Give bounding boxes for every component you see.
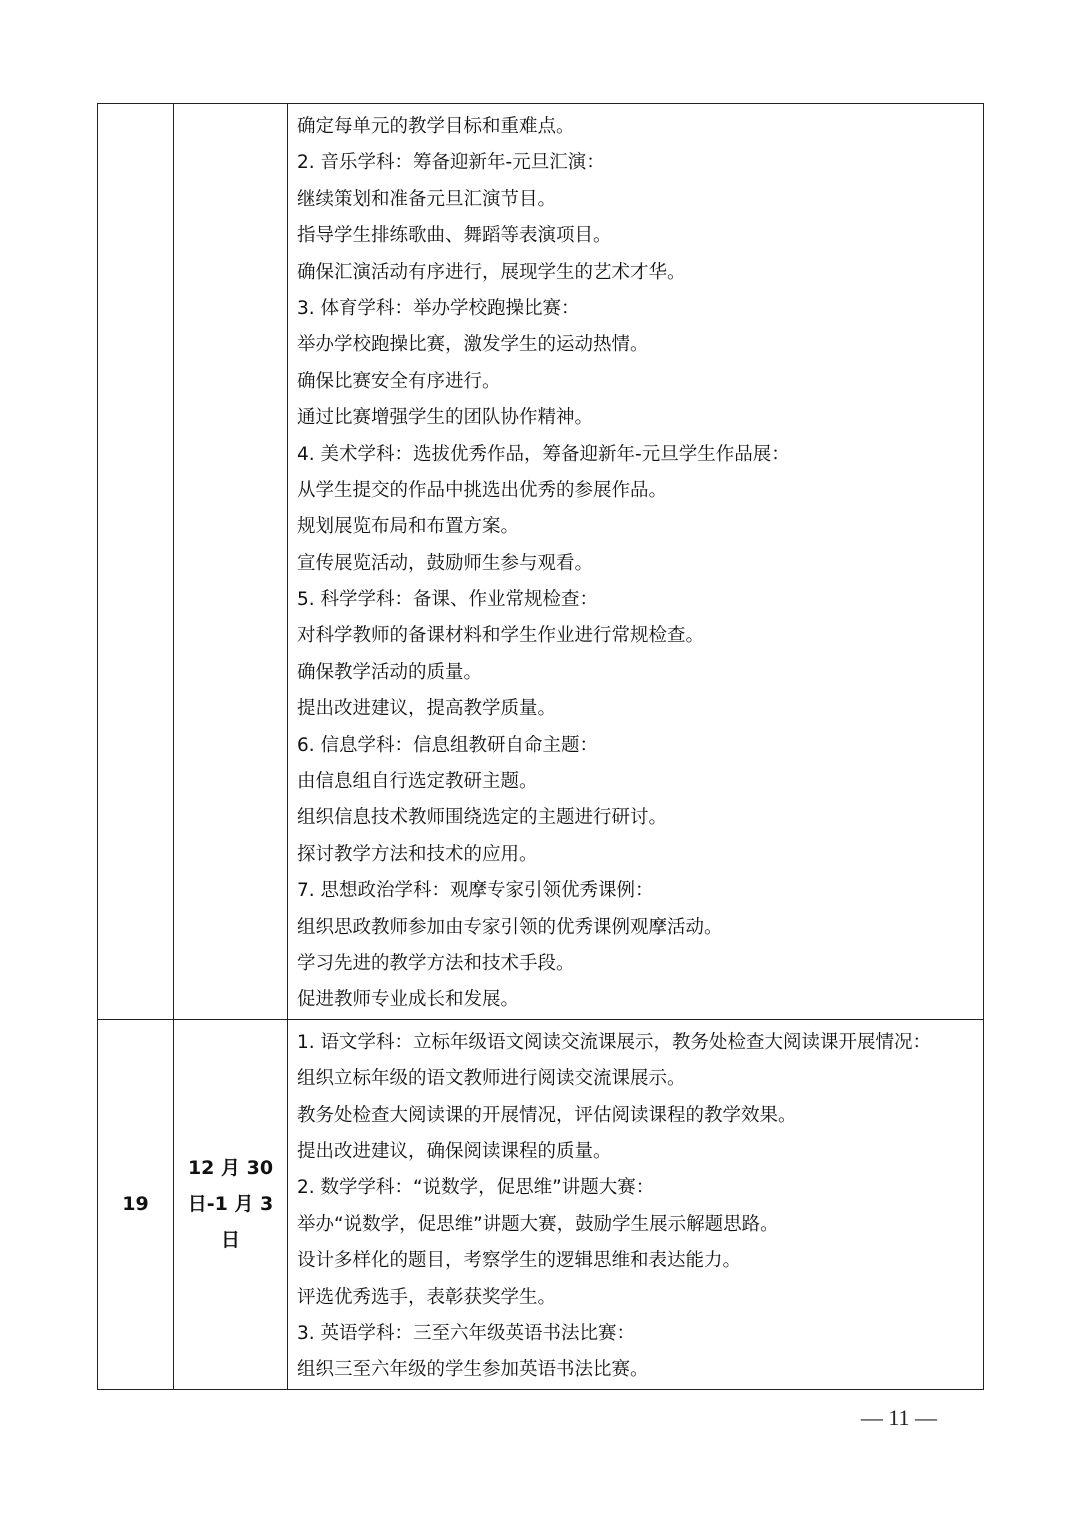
- content-line: 提出改进建议，提高教学质量。: [297, 698, 557, 720]
- content-line: 组织三至六年级的学生参加英语书法比赛。: [297, 1359, 649, 1381]
- content-line: 4. 美术学科：选拔优秀作品，筹备迎新年-元旦学生作品展：: [297, 443, 790, 465]
- content-line: 教务处检查大阅读课的开展情况，评估阅读课程的教学效果。: [297, 1104, 797, 1126]
- content-line: 通过比赛增强学生的团队协作精神。: [297, 407, 594, 429]
- content-line: 由信息组自行选定教研主题。: [297, 771, 538, 793]
- content-line: 促进教师专业成长和发展。: [297, 989, 520, 1011]
- content-line: 举办学校跑操比赛，激发学生的运动热情。: [297, 334, 649, 356]
- content-line: 确定每单元的教学目标和重难点。: [297, 116, 575, 137]
- schedule-table: [97, 103, 984, 1390]
- date-line: 12 月 30: [187, 1157, 274, 1180]
- content-line: 1. 语文学科：立标年级语文阅读交流课展示，教务处检查大阅读课开展情况：: [297, 1031, 932, 1053]
- table-row: [98, 104, 984, 1020]
- content-line: 确保教学活动的质量。: [297, 661, 483, 683]
- table-row: [98, 1019, 984, 1389]
- content-line: 探讨教学方法和技术的应用。: [297, 843, 538, 865]
- content-line: 7. 思想政治学科：观摩专家引领优秀课例：: [297, 880, 654, 902]
- content-line: 继续策划和准备元旦汇演节目。: [297, 188, 557, 210]
- content-line: 2. 音乐学科：筹备迎新年-元旦汇演：: [297, 152, 605, 174]
- content-line: 提出改进建议，确保阅读课程的质量。: [297, 1140, 612, 1162]
- date-cell: [174, 104, 288, 1020]
- content-line: 6. 信息学科：信息组教研自命主题：: [297, 734, 599, 756]
- content-line: 确保汇演活动有序进行，展现学生的艺术才华。: [297, 261, 686, 283]
- content-lines: [288, 1020, 983, 1389]
- page-number: [0, 1405, 1080, 1431]
- date-line: 日-1 月 3: [187, 1193, 274, 1216]
- content-line: 从学生提交的作品中挑选出优秀的参展作品。: [297, 479, 668, 501]
- content-cell: [288, 104, 984, 1020]
- content-line: 对科学教师的备课材料和学生作业进行常规检查。: [297, 625, 705, 647]
- content-line: 组织立标年级的语文教师进行阅读交流课展示。: [297, 1068, 686, 1090]
- content-cell: [288, 1019, 984, 1389]
- content-line: 5. 科学学科：备课、作业常规检查：: [297, 589, 599, 611]
- content-line: 3. 体育学科：举办学校跑操比赛：: [297, 297, 580, 319]
- content-line: 确保比赛安全有序进行。: [297, 370, 501, 392]
- content-line: 设计多样化的题目，考察学生的逻辑思维和表达能力。: [297, 1250, 742, 1272]
- content-line: 学习先进的教学方法和技术手段。: [297, 952, 575, 974]
- date-line: 日: [220, 1229, 240, 1252]
- content-line: 宣传展览活动，鼓励师生参与观看。: [297, 552, 594, 574]
- content-line: 评选优秀选手，表彰获奖学生。: [297, 1286, 557, 1308]
- content-line: 组织思政教师参加由专家引领的优秀课例观摩活动。: [297, 916, 723, 938]
- content-lines: [288, 104, 983, 1019]
- content-line: 2. 数学学科：“说数学，促思维”讲题大赛：: [297, 1177, 655, 1199]
- week-number: 19: [122, 1193, 149, 1216]
- page-number-text: — 11 —: [860, 1405, 937, 1430]
- week-cell: [98, 1019, 174, 1389]
- content-line: 指导学生排练歌曲、舞蹈等表演项目。: [297, 225, 612, 247]
- content-line: 举办“说数学，促思维”讲题大赛，鼓励学生展示解题思路。: [297, 1213, 779, 1235]
- week-cell: [98, 104, 174, 1020]
- content-line: 3. 英语学科：三至六年级英语书法比赛：: [297, 1322, 636, 1344]
- content-line: 规划展览布局和布置方案。: [297, 516, 520, 538]
- date-cell: [174, 1019, 288, 1389]
- content-line: 组织信息技术教师围绕选定的主题进行研讨。: [297, 807, 668, 829]
